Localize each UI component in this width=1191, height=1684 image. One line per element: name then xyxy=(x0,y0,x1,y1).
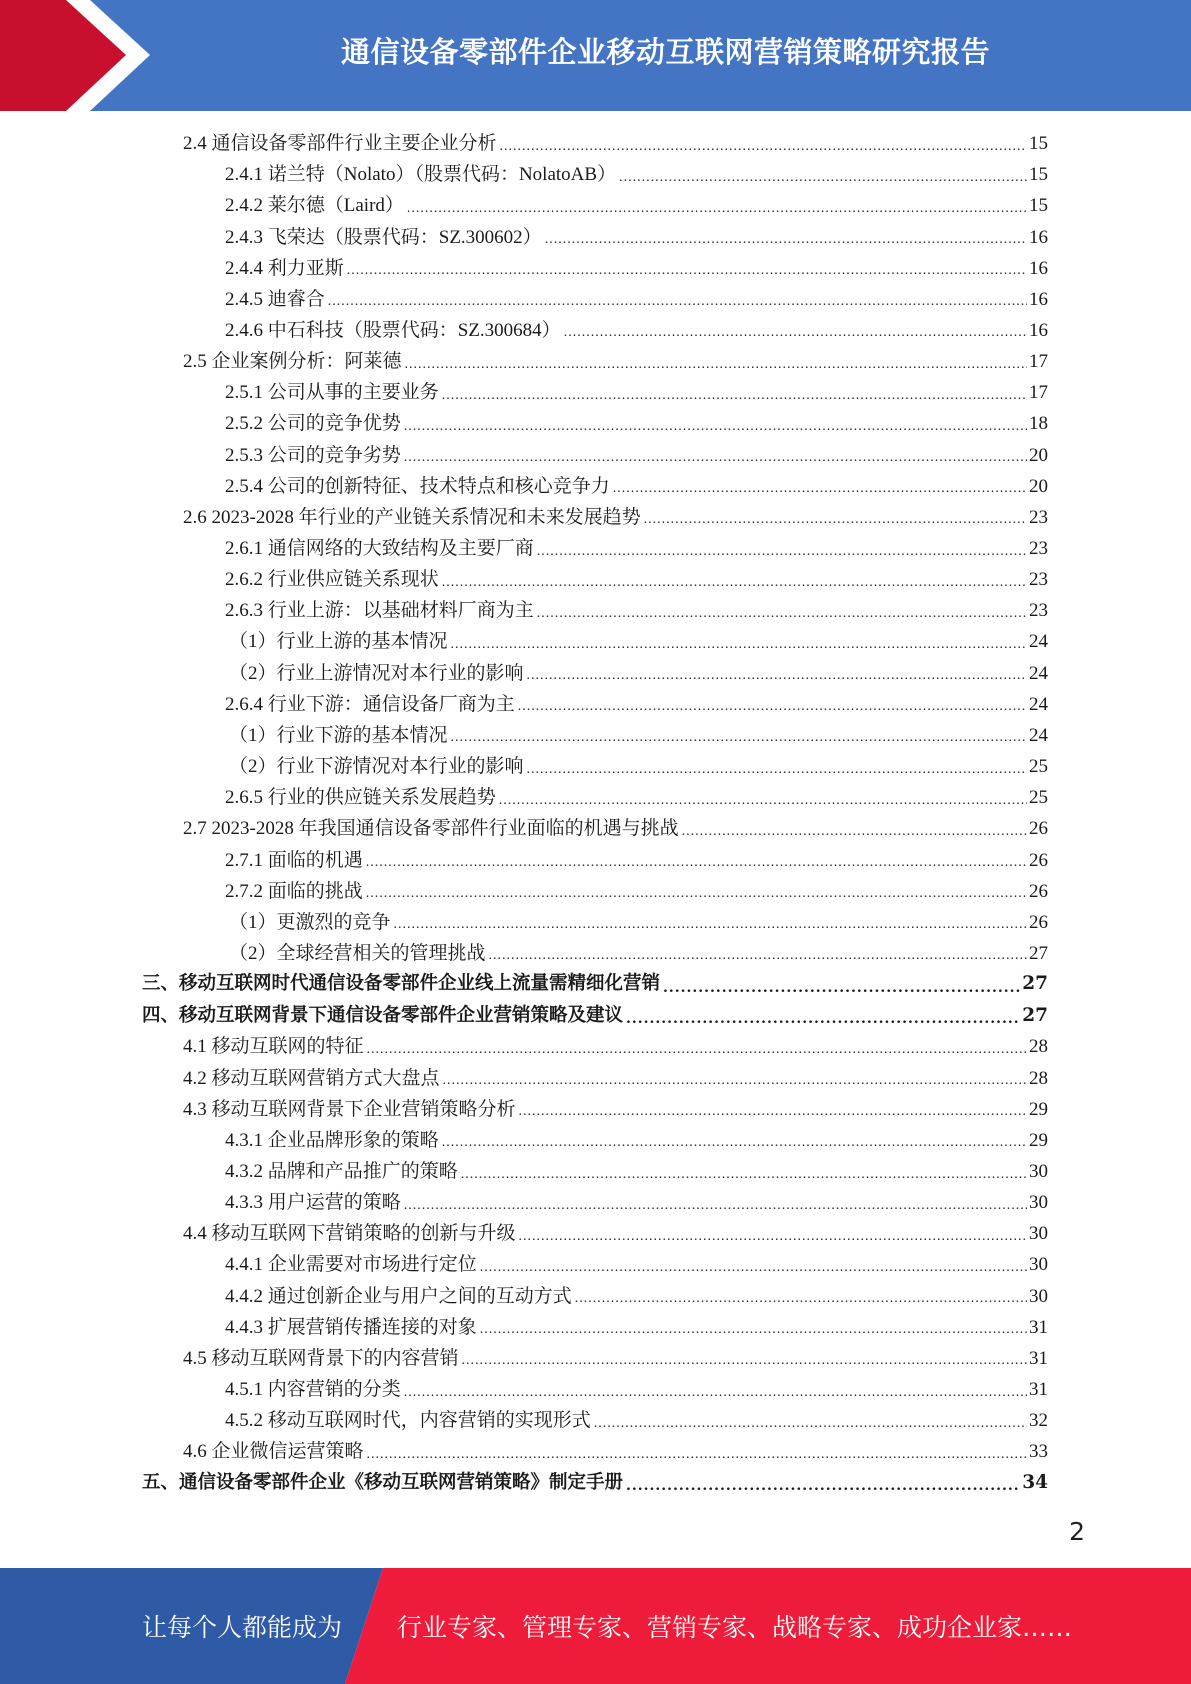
toc-entry[interactable] xyxy=(225,377,1048,408)
toc-dot-leader xyxy=(626,1012,1020,1026)
toc-entry-page: 31 xyxy=(1029,1379,1048,1401)
toc-entry-page: 30 xyxy=(1029,1223,1048,1245)
toc-dot-leader xyxy=(442,576,1027,590)
toc-entry[interactable] xyxy=(225,1249,1048,1280)
toc-entry-title: 2.6.3 行业上游：以基础材料厂商为主 xyxy=(225,600,534,622)
toc-dot-leader xyxy=(451,731,1027,745)
toc-entry[interactable] xyxy=(225,1281,1048,1312)
toc-entry[interactable] xyxy=(225,440,1048,471)
toc-entry[interactable] xyxy=(183,813,1048,844)
toc-dot-leader xyxy=(564,326,1027,340)
toc-entry[interactable] xyxy=(225,1405,1048,1436)
toc-entry[interactable] xyxy=(229,938,1048,969)
toc-entry-page: 28 xyxy=(1029,1067,1048,1089)
toc-entry-title: 2.4 通信设备零部件行业主要企业分析 xyxy=(183,133,497,155)
toc-entry-title: 2.4.3 飞荣达（股票代码：SZ.300602） xyxy=(225,226,542,248)
toc-entry[interactable] xyxy=(225,595,1048,626)
toc-dot-leader xyxy=(442,389,1027,403)
toc-entry-title: 4.3.1 企业品牌形象的策略 xyxy=(225,1129,439,1151)
toc-entry-title: （1）行业上游的基本情况 xyxy=(229,631,448,653)
toc-entry[interactable] xyxy=(225,1374,1048,1405)
toc-dot-leader xyxy=(442,1136,1027,1150)
toc-entry-title: 2.7.1 面临的机遇 xyxy=(225,849,363,871)
toc-dot-leader xyxy=(644,513,1027,527)
toc-entry-page: 20 xyxy=(1029,444,1048,466)
toc-entry-page: 20 xyxy=(1029,475,1048,497)
toc-entry-page: 30 xyxy=(1029,1161,1048,1182)
toc-entry-title: 2.4.5 迪睿合 xyxy=(225,288,325,310)
toc-entry[interactable] xyxy=(225,844,1048,875)
toc-entry-page: 30 xyxy=(1029,1192,1048,1214)
toc-dot-leader xyxy=(480,1261,1027,1275)
toc-entry-title: 2.4.6 中石科技（股票代码：SZ.300684） xyxy=(225,319,561,341)
toc-entry-page: 24 xyxy=(1029,631,1048,653)
toc-dot-leader xyxy=(518,700,1027,714)
toc-dot-leader xyxy=(537,545,1027,559)
toc-entry-title: 2.5.1 公司从事的主要业务 xyxy=(225,382,439,404)
toc-entry-title: 四、移动互联网背景下通信设备零部件企业营销策略及建议 xyxy=(142,1004,624,1026)
toc-entry[interactable] xyxy=(142,1000,1048,1031)
page-number: 2 xyxy=(1069,1517,1085,1546)
toc-entry[interactable] xyxy=(225,1156,1048,1187)
toc-entry-page: 18 xyxy=(1029,413,1048,435)
toc-entry-title: 五、通信设备零部件企业《移动互联网营销策略》制定手册 xyxy=(142,1471,624,1493)
toc-entry[interactable] xyxy=(225,190,1048,221)
toc-entry-title: 2.5.4 公司的创新特征、技术特点和核心竞争力 xyxy=(225,475,610,497)
toc-entry-title: 4.2 移动互联网营销方式大盘点 xyxy=(183,1067,440,1089)
toc-entry-page: 17 xyxy=(1029,351,1048,373)
toc-entry[interactable] xyxy=(229,658,1048,689)
toc-dot-leader xyxy=(575,1292,1027,1306)
toc-entry-title: （2）全球经营相关的管理挑战 xyxy=(229,942,486,964)
toc-entry-page: 33 xyxy=(1029,1441,1048,1463)
toc-entry[interactable] xyxy=(229,907,1048,938)
toc-dot-leader xyxy=(527,669,1027,683)
toc-entry-title: 4.4.2 通过创新企业与用户之间的互动方式 xyxy=(225,1285,572,1307)
toc-dot-leader xyxy=(404,1386,1027,1400)
toc-entry-page: 23 xyxy=(1029,569,1048,591)
toc-dot-leader xyxy=(407,202,1027,216)
toc-dot-leader xyxy=(367,1043,1027,1057)
toc-entry[interactable] xyxy=(225,159,1048,190)
toc-dot-leader xyxy=(328,295,1027,309)
toc-entry-title: 2.6.1 通信网络的大致结构及主要厂商 xyxy=(225,538,534,559)
toc-entry-page: 32 xyxy=(1029,1410,1048,1432)
toc-entry-page: 26 xyxy=(1029,911,1048,933)
toc-entry-page: 15 xyxy=(1029,133,1048,155)
toc-entry[interactable] xyxy=(225,1312,1048,1343)
toc-dot-leader xyxy=(461,1168,1027,1182)
toc-entry-page: 31 xyxy=(1029,1347,1048,1369)
toc-entry-page: 26 xyxy=(1029,849,1048,871)
toc-entry[interactable] xyxy=(225,253,1048,284)
toc-entry-title: 2.4.4 利力亚斯 xyxy=(225,257,344,279)
toc-dot-leader xyxy=(663,981,1020,995)
toc-entry-page: 16 xyxy=(1029,288,1048,310)
toc-dot-leader xyxy=(500,140,1027,154)
toc-dot-leader xyxy=(682,825,1027,839)
toc-entry-page: 29 xyxy=(1029,1129,1048,1151)
toc-entry-page: 27 xyxy=(1022,1004,1048,1026)
toc-entry-page: 27 xyxy=(1022,973,1048,995)
toc-dot-leader xyxy=(405,358,1027,372)
toc-dot-leader xyxy=(613,482,1027,496)
toc-entry-page: 15 xyxy=(1029,195,1048,217)
toc-entry[interactable] xyxy=(225,533,1048,564)
toc-entry[interactable] xyxy=(183,1218,1048,1249)
toc-entry-title: 4.5.2 移动互联网时代，内容营销的实现形式 xyxy=(225,1410,591,1432)
toc-entry-page: 26 xyxy=(1029,880,1048,902)
toc-entry-title: 4.4 移动互联网下营销策略的创新与升级 xyxy=(183,1223,516,1245)
toc-entry-title: （1）更激烈的竞争 xyxy=(229,911,391,933)
toc-entry[interactable] xyxy=(142,1467,1048,1498)
toc-entry-title: 4.5 移动互联网背景下的内容营销 xyxy=(183,1347,459,1369)
document-title: 通信设备零部件企业移动互联网营销策略研究报告 xyxy=(340,34,990,69)
toc-entry[interactable] xyxy=(183,1343,1048,1374)
toc-dot-leader xyxy=(499,794,1027,808)
toc-entry[interactable] xyxy=(229,751,1048,782)
toc-entry-title: 2.7.2 面临的挑战 xyxy=(225,880,363,902)
toc-dot-leader xyxy=(394,918,1027,932)
toc-entry-title: （2）行业下游情况对本行业的影响 xyxy=(229,756,524,778)
toc-entry-page: 23 xyxy=(1029,538,1048,559)
toc-dot-leader xyxy=(519,1105,1027,1119)
toc-entry[interactable] xyxy=(183,502,1048,533)
toc-dot-leader xyxy=(404,420,1027,434)
toc-entry-title: 2.5 企业案例分析：阿莱德 xyxy=(183,351,402,373)
toc-entry[interactable] xyxy=(225,1125,1048,1156)
toc-dot-leader xyxy=(594,1417,1027,1431)
toc-entry-page: 34 xyxy=(1022,1471,1048,1493)
toc-dot-leader xyxy=(626,1479,1020,1493)
toc-entry-title: 2.4.2 莱尔德（Laird） xyxy=(225,195,404,217)
toc-entry[interactable] xyxy=(229,626,1048,657)
toc-entry-title: 2.7 2023-2028 年我国通信设备零部件行业面临的机遇与挑战 xyxy=(183,818,679,840)
header-bar xyxy=(0,0,1191,111)
toc-entry-title: 2.5.3 公司的竞争劣势 xyxy=(225,444,401,466)
toc-entry[interactable] xyxy=(229,720,1048,751)
toc-entry[interactable] xyxy=(225,221,1048,252)
toc-entry-page: 23 xyxy=(1029,600,1048,622)
toc-entry-page: 24 xyxy=(1029,662,1048,684)
toc-dot-leader xyxy=(480,1323,1027,1337)
toc-dot-leader xyxy=(366,887,1027,901)
toc-entry-title: 4.3 移动互联网背景下企业营销策略分析 xyxy=(183,1098,516,1120)
toc-entry[interactable] xyxy=(225,315,1048,346)
toc-entry-page: 30 xyxy=(1029,1254,1048,1276)
toc-entry-title: 4.3.2 品牌和产品推广的策略 xyxy=(225,1161,458,1182)
toc-entry-title: 4.6 企业微信运营策略 xyxy=(183,1441,364,1463)
toc-entry-page: 23 xyxy=(1029,506,1048,528)
toc-entry[interactable] xyxy=(225,408,1048,439)
toc-entry-title: 2.5.2 公司的竞争优势 xyxy=(225,413,401,435)
toc-dot-leader xyxy=(347,264,1027,278)
toc-dot-leader xyxy=(462,1354,1027,1368)
toc-dot-leader xyxy=(451,638,1027,652)
toc-dot-leader xyxy=(404,1199,1027,1213)
toc-entry-page: 25 xyxy=(1029,756,1048,778)
toc-entry-page: 28 xyxy=(1029,1036,1048,1058)
toc-dot-leader xyxy=(527,763,1027,777)
toc-entry-page: 25 xyxy=(1029,787,1048,809)
footer-slogan-left: 让每个人都能成为 xyxy=(142,1613,343,1642)
toc-dot-leader xyxy=(367,1448,1027,1462)
toc-entry[interactable] xyxy=(225,782,1048,813)
toc-entry-title: 2.6.5 行业的供应链关系发展趋势 xyxy=(225,787,496,809)
toc-entry-title: 4.4.1 企业需要对市场进行定位 xyxy=(225,1254,477,1276)
toc-entry[interactable] xyxy=(225,1187,1048,1218)
toc-dot-leader xyxy=(443,1074,1027,1088)
toc-entry-page: 15 xyxy=(1029,164,1048,186)
toc-entry[interactable] xyxy=(225,284,1048,315)
toc-entry[interactable] xyxy=(183,1031,1048,1062)
toc-entry[interactable] xyxy=(225,471,1048,502)
toc-dot-leader xyxy=(404,451,1027,465)
toc-dot-leader xyxy=(619,171,1027,185)
toc-dot-leader xyxy=(519,1230,1027,1244)
toc-entry-title: 三、移动互联网时代通信设备零部件企业线上流量需精细化营销 xyxy=(142,973,661,995)
toc-entry-title: （2）行业上游情况对本行业的影响 xyxy=(229,662,524,684)
toc-entry[interactable] xyxy=(225,689,1048,720)
toc-entry-title: 4.4.3 扩展营销传播连接的对象 xyxy=(225,1316,477,1338)
toc-entry-page: 17 xyxy=(1029,382,1048,404)
toc-dot-leader xyxy=(489,949,1027,963)
toc-entry-title: 2.6 2023-2028 年行业的产业链关系情况和未来发展趋势 xyxy=(183,506,641,528)
toc-entry-title: 4.3.3 用户运营的策略 xyxy=(225,1192,401,1214)
toc-entry[interactable] xyxy=(142,969,1048,1000)
toc-entry[interactable] xyxy=(183,346,1048,377)
toc-entry-title: 2.6.2 行业供应链关系现状 xyxy=(225,569,439,591)
toc-entry[interactable] xyxy=(183,1436,1048,1467)
toc-entry[interactable] xyxy=(183,128,1048,159)
toc-dot-leader xyxy=(366,856,1027,870)
toc-dot-leader xyxy=(545,233,1027,247)
toc-entry[interactable] xyxy=(225,564,1048,595)
toc-entry[interactable] xyxy=(225,876,1048,907)
toc-dot-leader xyxy=(537,607,1027,621)
toc-entry-page: 31 xyxy=(1029,1316,1048,1338)
toc-entry-page: 24 xyxy=(1029,724,1048,746)
toc-entry-page: 26 xyxy=(1029,818,1048,840)
toc-entry[interactable] xyxy=(183,1094,1048,1125)
toc-entry-title: （1）行业下游的基本情况 xyxy=(229,724,448,746)
toc-entry-title: 2.4.1 诺兰特（Nolato）（股票代码：NolatoAB） xyxy=(225,164,617,186)
toc-entry-title: 4.5.1 内容营销的分类 xyxy=(225,1379,401,1401)
toc-entry-page: 16 xyxy=(1029,257,1048,279)
toc-entry-title: 2.6.4 行业下游：通信设备厂商为主 xyxy=(225,693,515,715)
toc-entry-page: 16 xyxy=(1029,319,1048,341)
footer-banner xyxy=(0,1568,1191,1684)
toc-entry-page: 24 xyxy=(1029,693,1048,715)
toc-entry-page: 30 xyxy=(1029,1285,1048,1307)
footer-slogan-right: 行业专家、管理专家、营销专家、战略专家、成功企业家…… xyxy=(397,1613,1073,1642)
toc-entry-page: 29 xyxy=(1029,1098,1048,1120)
toc-entry-page: 27 xyxy=(1029,942,1048,964)
toc-entry[interactable] xyxy=(183,1063,1048,1094)
toc-entry-title: 4.1 移动互联网的特征 xyxy=(183,1036,364,1058)
toc-entry-page: 16 xyxy=(1029,226,1048,248)
